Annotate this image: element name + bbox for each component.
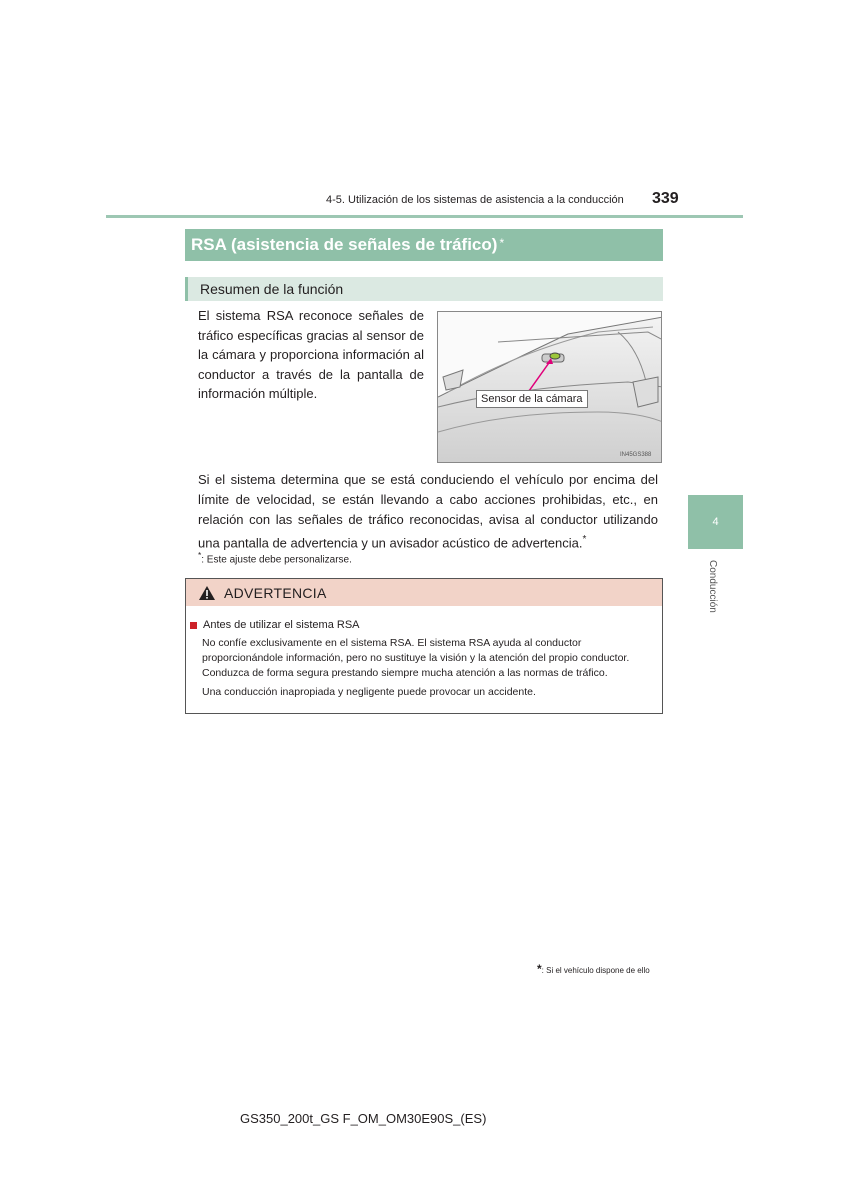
header-section-title: 4-5. Utilización de los sistemas de asistencia a la conducción [326, 194, 624, 206]
subsection-title-text: Resumen de la función [200, 281, 344, 297]
chapter-tab [688, 495, 743, 549]
warning-header-text: ADVERTENCIA [224, 584, 327, 601]
availability-footnote [537, 962, 650, 976]
note-text: : Este ajuste debe personalizarse. [201, 554, 352, 566]
warning-box [185, 578, 663, 714]
warning-paragraph-1: No confíe exclusivamente en el sistema RSA. El sistema RSA ayuda al conductor proporcionándole información, pero no sustituye la visión y la atención del propio conductor. Conduzca de forma segura prestando siempre mucha atención a las normas de tráfico. [202, 637, 630, 679]
title-star: * [499, 236, 505, 250]
section-title-bar [185, 229, 663, 261]
bullet-square-icon [190, 622, 197, 629]
body-paragraph [198, 470, 658, 553]
body-star: * [582, 534, 587, 545]
intro-paragraph: El sistema RSA reconoce señales de tráfico específicas gracias al sensor de la cámara y proporciona información al conductor a través de la pantalla de información múltiple. [198, 308, 424, 401]
warning-body [202, 636, 658, 700]
camera-sensor-label: Sensor de la cámara [476, 390, 588, 408]
warning-subtitle-text: Antes de utilizar el sistema RSA [203, 619, 360, 631]
personalization-note [198, 550, 352, 565]
camera-figure [437, 311, 662, 463]
subsection-title [185, 277, 663, 301]
footnote-text: : Si el vehículo dispone de ello [541, 966, 650, 975]
chapter-label: Conducción [707, 560, 718, 613]
body-paragraph-text: Si el sistema determina que se está conduciendo el vehículo por encima del límite de velocidad, se están llevando a cabo acciones prohibidas, etc., en relación con las señales de tráfico reconocidas, avisa al conductor utilizando una pantalla de advertencia y un avisador acústico de advertencia. [198, 472, 658, 551]
section-title: RSA (asistencia de señales de tráfico) [191, 235, 498, 254]
header-rule [106, 215, 743, 218]
document-code: GS350_200t_GS F_OM_OM30E90S_(ES) [240, 1111, 487, 1126]
car-interior-illustration [438, 312, 662, 463]
figure-code: IN45GS388 [620, 452, 652, 458]
footnote-star: * [537, 962, 542, 976]
chapter-number: 4 [712, 516, 719, 528]
warning-header [186, 579, 662, 606]
warning-subtitle [190, 619, 360, 631]
warning-triangle-icon [198, 585, 216, 601]
note-star: * [198, 550, 202, 560]
page-number: 339 [652, 190, 679, 207]
warning-paragraph-2: Una conducción inapropiada y negligente puede provocar un accidente. [202, 686, 536, 698]
